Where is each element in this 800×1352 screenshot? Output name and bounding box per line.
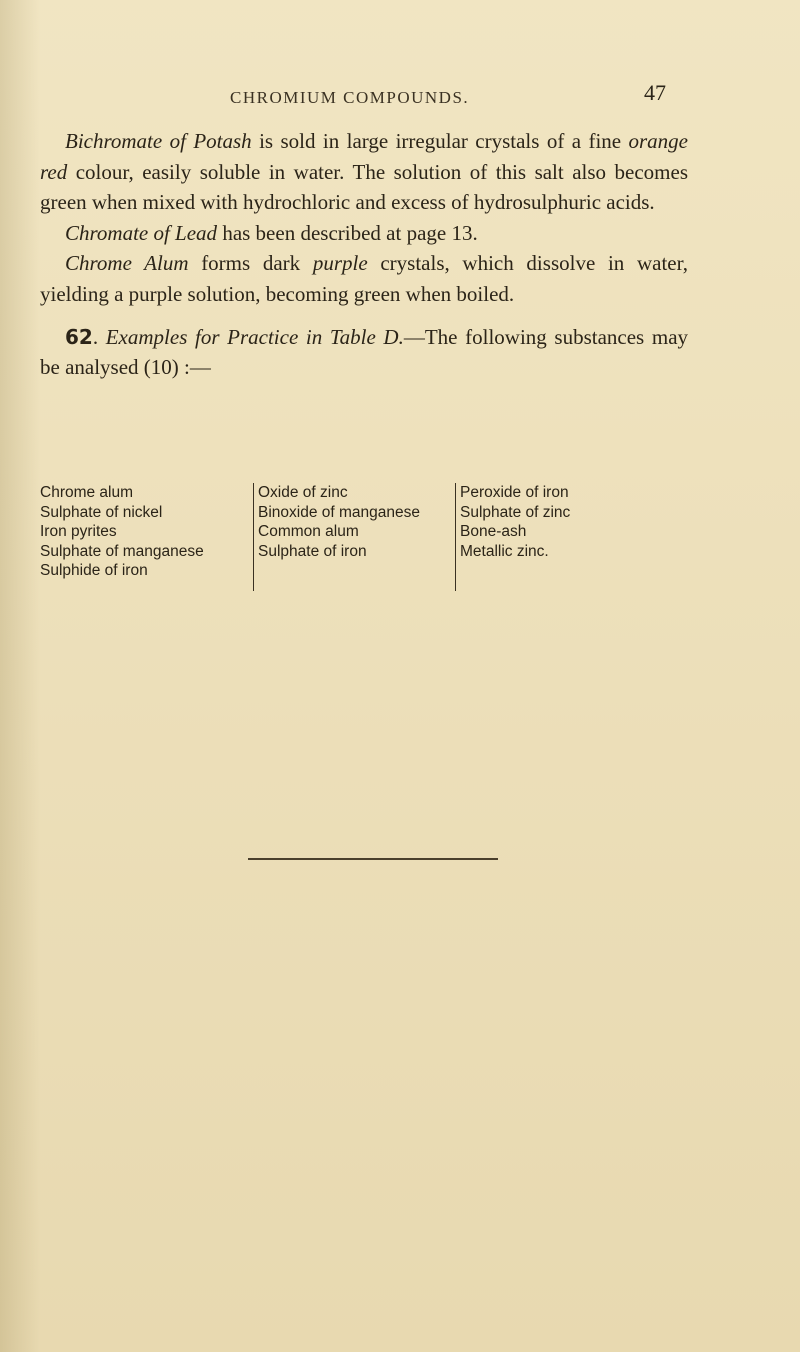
substance-item: Bone-ash bbox=[460, 523, 527, 540]
running-title: CHROMIUM COMPOUNDS. bbox=[230, 88, 470, 107]
substance-item: Sulphate of zinc bbox=[460, 503, 571, 521]
substance-item: Common alum bbox=[258, 523, 359, 540]
substance-column-2 bbox=[253, 483, 458, 591]
page-number: 47 bbox=[644, 80, 666, 105]
term-purple: purple bbox=[312, 251, 368, 276]
paragraph-text: crystals, which dissolve in water, yielding a purple solution, becoming green when boiled. bbox=[40, 251, 688, 306]
paragraph-chrome-alum bbox=[40, 248, 688, 309]
section-text: —The following substances may be analysed (10) :— bbox=[40, 324, 689, 380]
term-bichromate-of-potash: Bichromate of Potash bbox=[65, 129, 252, 153]
paragraph-bichromate bbox=[40, 126, 688, 218]
substance-item: Sulphate of iron bbox=[258, 542, 367, 560]
section-number-suffix: . bbox=[92, 324, 106, 349]
substance-item: Iron pyrites bbox=[40, 523, 117, 540]
substance-item: Metallic zinc. bbox=[460, 542, 549, 560]
body-text bbox=[40, 126, 688, 383]
substance-item: Sulphate of manganese bbox=[40, 542, 204, 560]
substance-item: Peroxide of iron bbox=[460, 484, 569, 501]
page-header bbox=[0, 80, 800, 108]
section-number: 62 bbox=[65, 324, 93, 349]
substance-column-1 bbox=[40, 483, 240, 591]
substance-item: Chrome alum bbox=[40, 484, 134, 501]
term-orange-red: orange red bbox=[40, 129, 688, 184]
term-chrome-alum: Chrome Alum bbox=[65, 251, 189, 276]
section-divider-rule bbox=[248, 858, 498, 860]
substance-item: Binoxide of manganese bbox=[258, 503, 421, 521]
term-chromate-of-lead: Chromate of Lead bbox=[65, 220, 218, 245]
substance-item: Oxide of zinc bbox=[258, 484, 348, 501]
paragraph-text: has been described at page 13. bbox=[217, 220, 478, 245]
substance-item: Sulphate of nickel bbox=[40, 503, 163, 521]
substance-item: Sulphide of iron bbox=[40, 562, 148, 579]
paragraph-chromate-of-lead bbox=[40, 218, 688, 249]
paragraph-text: colour, easily soluble in water. The solution of this salt also becomes green when mixed with hydrochloric and excess of hydrosulphuric acids. bbox=[40, 159, 688, 215]
substance-list bbox=[40, 483, 688, 591]
section-62 bbox=[40, 322, 688, 383]
paragraph-text: is sold in large irregular crystals of a fine bbox=[251, 129, 629, 153]
paragraph-text: forms dark bbox=[188, 251, 313, 276]
substance-column-3 bbox=[455, 483, 640, 591]
section-title: Examples for Practice in Table D. bbox=[105, 324, 404, 349]
